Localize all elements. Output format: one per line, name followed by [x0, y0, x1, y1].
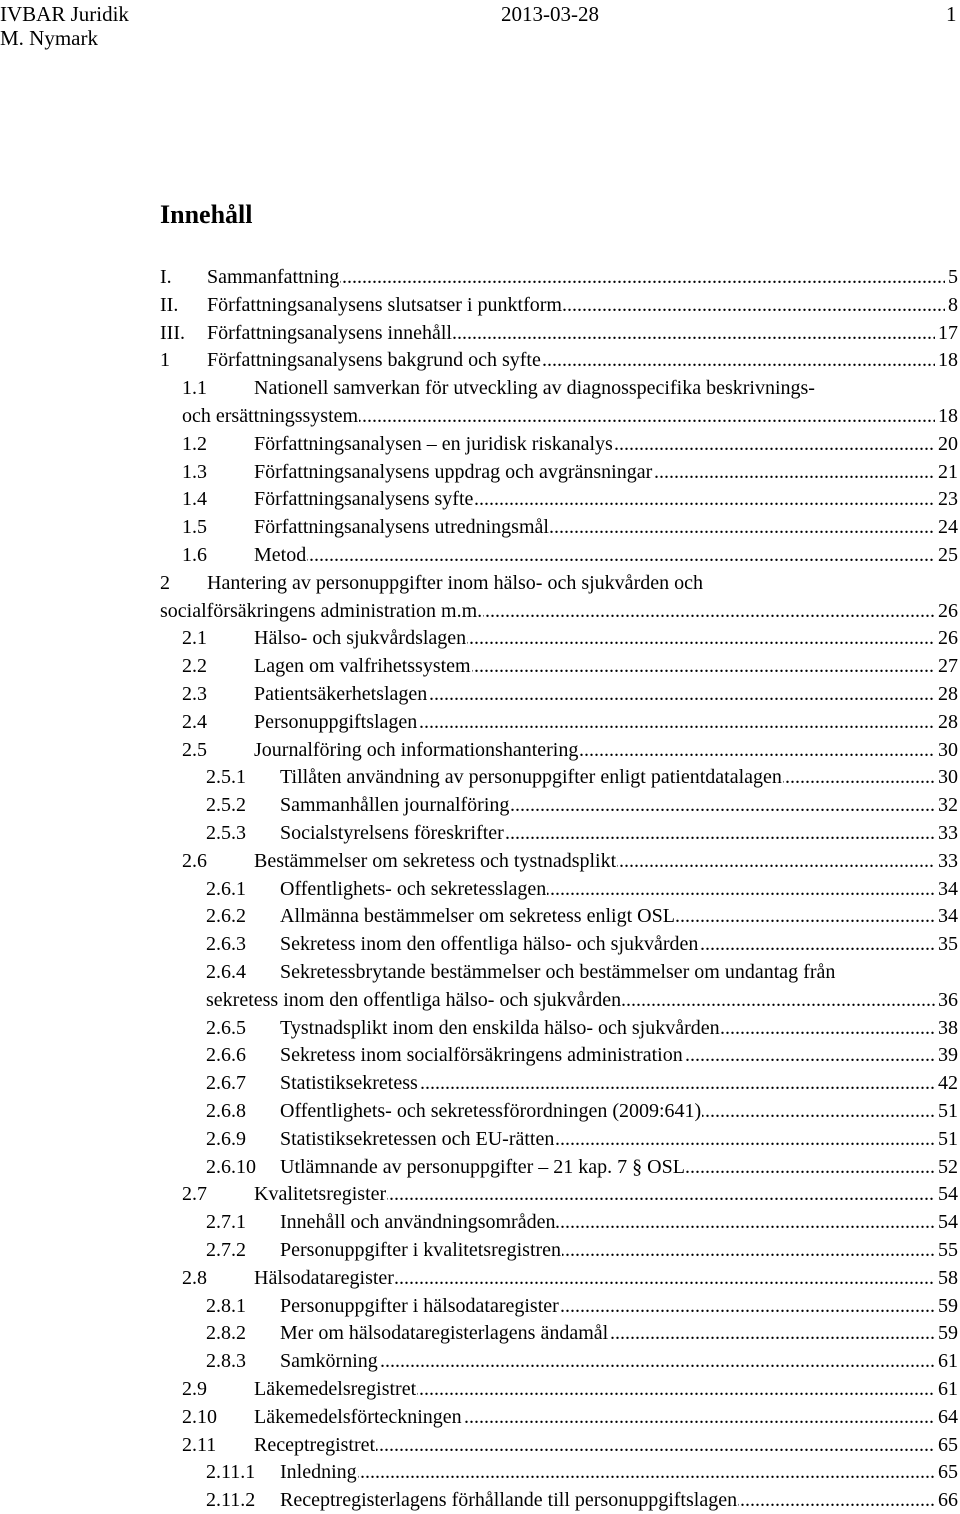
toc-entry-page: 66 — [935, 1486, 958, 1514]
toc-entry-title: Metod — [254, 544, 307, 566]
toc-entry[interactable] — [160, 1292, 958, 1320]
toc-entry-page: 27 — [935, 652, 958, 680]
toc-entry-number: 2.6.1 — [206, 877, 246, 900]
toc-entry-page: 20 — [935, 430, 958, 458]
toc-entry[interactable] — [160, 458, 958, 486]
toc-entry[interactable] — [160, 263, 958, 291]
toc-entry-page: 39 — [935, 1041, 958, 1069]
toc-entry[interactable] — [160, 930, 958, 958]
toc-entry-page: 54 — [935, 1208, 958, 1236]
toc-entry-number: 2.9 — [182, 1378, 207, 1400]
toc-entry-page: 34 — [935, 875, 958, 903]
toc-entry-title: Läkemedelsregistret — [254, 1378, 417, 1400]
toc-entry-page: 51 — [935, 1097, 958, 1125]
toc-entry-title: Författningsanalysens utredningsmål — [254, 516, 549, 539]
toc-entry-title: Samkörning — [280, 1350, 378, 1373]
toc-entry-page: 26 — [935, 597, 958, 625]
toc-entry-number: 1.4 — [182, 488, 207, 511]
toc-entry-page: 23 — [935, 485, 958, 513]
toc-entry-number: 2.8.1 — [206, 1294, 246, 1317]
toc-entry-page: 25 — [935, 541, 958, 569]
toc-entry-title-line1: Sekretessbrytande bestämmelser och bestämmelser om undantag från — [280, 961, 836, 983]
toc-entry-page: 8 — [945, 291, 958, 319]
toc-entry-title: Journalföring och informationshantering — [254, 738, 579, 761]
header-page-number: 1 — [946, 2, 957, 26]
toc-entry[interactable] — [160, 708, 958, 736]
toc-entry[interactable] — [160, 1097, 958, 1125]
toc-entry-title: Författningsanalysens syfte — [254, 488, 474, 511]
toc-entry[interactable] — [160, 819, 958, 847]
toc-entry-title: Sammanfattning — [207, 266, 340, 288]
toc-entry-number: 2.5.1 — [206, 766, 246, 789]
toc-entry-number: 2.5 — [182, 738, 207, 761]
toc-entry[interactable] — [160, 680, 958, 708]
toc-entry[interactable] — [160, 1403, 958, 1431]
toc-entry[interactable] — [160, 875, 958, 903]
toc-entry-number: III. — [160, 321, 185, 344]
toc-entry-page: 30 — [935, 763, 958, 791]
toc-entry-page: 59 — [935, 1292, 958, 1320]
toc-entry-page: 65 — [935, 1458, 958, 1486]
toc-entry-title: Tystnadsplikt inom den enskilda hälso- och sjukvården — [280, 1016, 720, 1039]
toc-entry[interactable] — [160, 1264, 958, 1292]
toc-entry-page: 33 — [935, 847, 958, 875]
toc-entry-number: 2.1 — [182, 627, 207, 650]
toc-entry-title-line1: Hantering av personuppgifter inom hälso- och sjukvården och — [207, 571, 703, 594]
toc-entry[interactable] — [160, 1458, 958, 1486]
toc-entry[interactable] — [160, 847, 958, 875]
toc-entry-page: 35 — [935, 930, 958, 958]
toc-entry-title: Socialstyrelsens föreskrifter — [280, 822, 504, 844]
toc-entry-number: 1.1 — [182, 377, 207, 400]
toc-entry-title: sekretess inom den offentliga hälso- och sjukvården — [206, 988, 622, 1011]
toc-entry-number: 2.6.2 — [206, 905, 246, 928]
toc-entry[interactable] — [160, 1236, 958, 1264]
toc-entry-page: 61 — [935, 1375, 958, 1403]
toc-entry-title: Personuppgiftslagen — [254, 710, 418, 733]
toc-entry-page: 5 — [945, 263, 958, 291]
toc-entry[interactable] — [160, 1208, 958, 1236]
toc-entry-number: 2.6 — [182, 849, 207, 872]
toc-entry-title: Offentlighets- och sekretesslagen — [280, 877, 547, 900]
toc-entry[interactable] — [160, 736, 958, 764]
toc-entry-title: Författningsanalysens bakgrund och syfte — [207, 349, 541, 372]
toc-entry-number: 2.8 — [182, 1266, 207, 1289]
dot-leader — [254, 541, 958, 569]
header-author: M. Nymark — [0, 26, 98, 50]
toc-entry-title: Receptregistret — [254, 1433, 376, 1456]
toc-entry-number: 1.5 — [182, 516, 207, 539]
toc-entry[interactable] — [160, 1180, 958, 1208]
toc-entry-title: Författningsanalysens uppdrag och avgränsningar — [254, 460, 653, 483]
header-org: IVBAR Juridik — [0, 2, 129, 26]
toc-entry-title: Författningsanalysens slutsatser i punktform — [207, 293, 562, 316]
toc-entry-title: Innehåll och användningsområden — [280, 1211, 556, 1234]
toc-entry-title: Personuppgifter i hälsodataregister — [280, 1294, 559, 1317]
toc-entry-number: 2.11.1 — [206, 1461, 256, 1484]
toc-entry[interactable] — [160, 1041, 958, 1069]
toc-entry-page: 18 — [935, 402, 958, 430]
toc-entry-title: Inledning — [280, 1461, 357, 1484]
toc-entry-page: 34 — [935, 902, 958, 930]
toc-entry-title: socialförsäkringens administration m.m. — [160, 599, 483, 622]
toc-entry-number: 2.6.4 — [206, 961, 246, 983]
toc-entry-number: 2.7 — [182, 1183, 207, 1206]
toc-entry-number: 2.5.2 — [206, 794, 246, 817]
toc-entry-page: 59 — [935, 1319, 958, 1347]
toc-entry[interactable] — [160, 1125, 958, 1153]
toc-entry-number: 1.6 — [182, 544, 207, 566]
toc-entry-title: Statistiksekretessen och EU-rätten — [280, 1127, 555, 1150]
toc-entry-title: Hälso- och sjukvårdslagen — [254, 627, 467, 650]
toc-entry-page: 64 — [935, 1403, 958, 1431]
toc-entry-page: 55 — [935, 1236, 958, 1264]
toc-entry-number: 2.7.2 — [206, 1239, 246, 1261]
toc-entry-title: Bestämmelser om sekretess och tystnadsplikt — [254, 849, 617, 872]
toc-entry[interactable] — [160, 652, 958, 680]
toc-entry[interactable] — [160, 346, 958, 374]
toc-entry[interactable] — [182, 402, 958, 430]
toc-entry-page: 18 — [935, 346, 958, 374]
toc-entry[interactable] — [160, 597, 958, 625]
toc-entry-title: Statistiksekretess — [280, 1072, 418, 1095]
toc-entry-title: Läkemedelsförteckningen — [254, 1405, 462, 1428]
toc-entry-page: 28 — [935, 680, 958, 708]
toc-entry-title: och ersättningssystem — [182, 405, 359, 427]
toc-entry-title: Patientsäkerhetslagen — [254, 683, 428, 705]
toc-entry-title: Författningsanalysen – en juridisk riskanalys — [254, 432, 613, 455]
toc-entry-title: Hälsodataregister — [254, 1266, 394, 1289]
toc-entry-number: I. — [160, 266, 172, 288]
toc-entry-page: 51 — [935, 1125, 958, 1153]
toc-entry[interactable] — [160, 1153, 958, 1181]
dot-leader — [280, 1458, 958, 1486]
toc-entry[interactable] — [160, 1431, 958, 1459]
toc-entry[interactable] — [206, 986, 958, 1014]
toc-title: Innehåll — [160, 200, 253, 229]
toc-entry-title: Kvalitetsregister — [254, 1183, 387, 1206]
toc-entry[interactable] — [160, 902, 958, 930]
toc-entry[interactable] — [160, 541, 958, 569]
toc-entry-page: 38 — [935, 1014, 958, 1042]
toc-entry-number: 2.8.2 — [206, 1322, 246, 1345]
toc-entry-number: 2.6.7 — [206, 1072, 246, 1095]
toc-entry[interactable] — [160, 1375, 958, 1403]
toc-entry-number: 2 — [160, 571, 170, 594]
toc-entry-page: 54 — [935, 1180, 958, 1208]
toc-entry-number: 2.4 — [182, 710, 207, 733]
toc-entry[interactable] — [160, 319, 958, 347]
toc-entry-page: 32 — [935, 791, 958, 819]
toc-entry[interactable] — [160, 624, 958, 652]
toc-entry-page: 42 — [935, 1069, 958, 1097]
toc-entry-page: 24 — [935, 513, 958, 541]
toc-entry[interactable] — [160, 291, 958, 319]
toc-entry[interactable] — [160, 1319, 958, 1347]
toc-entry-number: 2.5.3 — [206, 822, 246, 844]
toc-entry-number: II. — [160, 293, 179, 316]
header-date: 2013-03-28 — [501, 2, 599, 26]
toc-entry-number: 2.6.9 — [206, 1127, 246, 1150]
toc-entry-number: 2.2 — [182, 655, 207, 678]
toc-entry-number: 1 — [160, 349, 170, 372]
toc-entry-title: Författningsanalysens innehåll — [207, 321, 452, 344]
toc-entry[interactable] — [160, 1069, 958, 1097]
toc-entry-number: 2.3 — [182, 683, 207, 705]
toc-entry-number: 1.2 — [182, 432, 207, 455]
toc-entry-page: 52 — [935, 1153, 958, 1181]
toc-entry-title: Receptregisterlagens förhållande till personuppgiftslagen — [280, 1489, 738, 1512]
toc-entry[interactable] — [160, 791, 958, 819]
toc-entry[interactable] — [160, 1486, 958, 1514]
dot-leader — [280, 1347, 958, 1375]
toc-entry-page: 65 — [935, 1431, 958, 1459]
toc-entry-title: Mer om hälsodataregisterlagens ändamål — [280, 1322, 609, 1345]
toc-entry-page: 61 — [935, 1347, 958, 1375]
toc-entry-number: 2.7.1 — [206, 1211, 246, 1234]
toc-entry-page: 36 — [935, 986, 958, 1014]
toc-entry-number: 2.6.10 — [206, 1155, 256, 1178]
toc-entry-title: Sammanhållen journalföring — [280, 794, 510, 817]
toc-entry-title: Personuppgifter i kvalitetsregistren — [280, 1239, 562, 1261]
toc-entry[interactable] — [160, 763, 958, 791]
toc-entry-title: Sekretess inom den offentliga hälso- och sjukvården — [280, 933, 699, 956]
toc-entry[interactable] — [160, 513, 958, 541]
toc-entry-number: 2.8.3 — [206, 1350, 246, 1373]
toc-entry-page: 28 — [935, 708, 958, 736]
toc-entry-number: 2.11 — [182, 1433, 217, 1456]
toc-entry-title: Utlämnande av personuppgifter – 21 kap. 7 § OSL — [280, 1155, 685, 1178]
toc-entry-number: 1.3 — [182, 460, 207, 483]
toc-entry-page: 33 — [935, 819, 958, 847]
toc-entry-page: 21 — [935, 458, 958, 486]
toc-entry-page: 30 — [935, 736, 958, 764]
toc-entry[interactable] — [160, 430, 958, 458]
toc-entry-number: 2.6.6 — [206, 1044, 246, 1067]
toc-entry-page: 58 — [935, 1264, 958, 1292]
toc-entry-page: 17 — [935, 319, 958, 347]
toc-entry-number: 2.6.5 — [206, 1016, 246, 1039]
toc-entry-title: Tillåten användning av personuppgifter enligt patientdatalagen — [280, 766, 782, 789]
toc-entry[interactable] — [160, 1347, 958, 1375]
toc-entry[interactable] — [160, 1014, 958, 1042]
toc-entry-number: 2.6.3 — [206, 933, 246, 956]
toc-entry[interactable] — [160, 485, 958, 513]
toc-entry-number: 2.10 — [182, 1405, 217, 1428]
toc-entry-number: 2.11.2 — [206, 1489, 256, 1512]
toc-entry-title: Offentlighets- och sekretessförordningen (2009:641) — [280, 1100, 702, 1122]
toc-entry-title: Allmänna bestämmelser om sekretess enligt OSL — [280, 905, 675, 928]
toc-entry-title-line1: Nationell samverkan för utveckling av diagnosspecifika beskrivnings- — [254, 377, 815, 400]
toc-entry-page: 26 — [935, 624, 958, 652]
toc-entry-number: 2.6.8 — [206, 1100, 246, 1122]
toc-entry-title: Lagen om valfrihetssystem — [254, 655, 471, 678]
toc-entry-title: Sekretess inom socialförsäkringens administration — [280, 1044, 683, 1067]
